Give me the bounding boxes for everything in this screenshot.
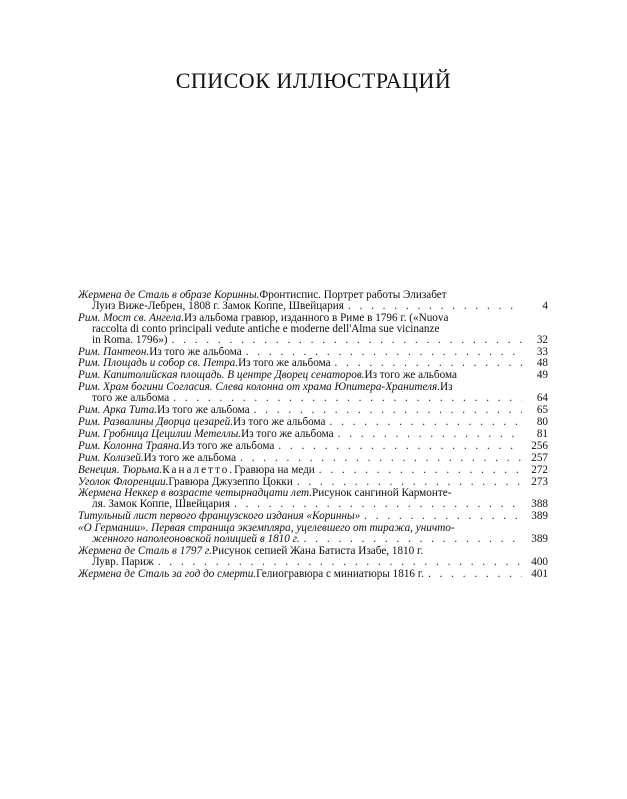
leader-dots <box>348 301 522 312</box>
entry-italic: Рим. Развалины Дворца цезарей. <box>78 416 234 428</box>
list-item <box>78 313 548 346</box>
entry-italic: Рим. Мост св. Ангела. <box>78 312 185 324</box>
list-item <box>78 511 548 522</box>
leader-dots <box>338 429 522 440</box>
entry-italic: Рим. Арка Тита. <box>78 405 158 416</box>
list-item <box>78 477 548 488</box>
list-item <box>78 370 548 381</box>
page-number: 272 <box>531 464 548 476</box>
entry-author: Каналетто. <box>162 464 235 476</box>
entry-text: Лувр. Париж <box>92 556 154 568</box>
leader-dots <box>234 499 522 510</box>
list-item <box>78 358 548 369</box>
entry-italic: Жермена де Сталь в 1797 г. <box>78 545 212 557</box>
entry-text: in Roma. 1796») <box>92 334 168 346</box>
page-number: 273 <box>531 476 548 488</box>
entry-text: Из альбома гравюр, изданного в Риме в 1796 г. («Nuova <box>184 312 449 324</box>
leader-dots <box>330 417 523 428</box>
page-number: 32 <box>536 334 548 346</box>
entry-text: raccolta di conto principali vedute antiche e moderne dell'Alma sue vicinanze <box>92 323 440 335</box>
list-item <box>78 417 548 428</box>
list-item <box>78 429 548 440</box>
entry-text: ля. Замок Коппе, Швейцария <box>92 499 230 511</box>
entry-italic: Рим. Капитолийская площадь. В центре Дворец сенаторов. <box>78 370 365 382</box>
leader-dots <box>240 453 522 464</box>
page-number: 65 <box>536 405 548 416</box>
entry-text: Фронтиспис. Портрет работы Элизабет <box>259 290 447 301</box>
page-number: 33 <box>536 346 548 358</box>
page-number: 256 <box>531 440 548 452</box>
entry-italic: Рим. Площадь и собор св. Петра. <box>78 358 239 370</box>
list-item <box>78 453 548 464</box>
page-number: 80 <box>536 416 548 428</box>
entry-text: Луиз Виже-Лебрен, 1808 г. Замок Коппе, Швейцария <box>92 300 344 312</box>
entry-text: Из того же альбома <box>149 346 242 358</box>
page-number: 48 <box>536 358 548 370</box>
entry-text: Гравюра Джузеппо Цокки <box>168 476 293 488</box>
list-item <box>78 405 548 416</box>
page-number: 4 <box>542 300 548 312</box>
leader-dots <box>335 358 522 369</box>
entry-text: Гравюра на меди <box>234 464 315 476</box>
entry-italic: Рим. Колонна Траяна. <box>78 440 182 452</box>
list-item <box>78 290 548 312</box>
leader-dots <box>158 557 522 568</box>
list-item <box>78 441 548 452</box>
leader-dots <box>246 347 522 358</box>
entry-italic: Жермена де Сталь в образе Коринны. <box>78 290 260 301</box>
entry-italic: Титульный лист первого французского издания «Коринны» <box>78 511 361 523</box>
list-item <box>78 465 548 476</box>
page-number: 389 <box>531 511 548 523</box>
leader-dots <box>304 534 522 545</box>
entry-italic: Рим. Гробница Цецилии Метеллы. <box>78 428 242 440</box>
page-title: СПИСОК ИЛЛЮСТРАЦИЙ <box>175 68 452 93</box>
page-number: 64 <box>536 393 548 405</box>
entry-text: того же альбома <box>92 393 170 405</box>
entry-text: Из того же альбома <box>241 428 334 440</box>
list-item <box>78 382 548 404</box>
list-item <box>78 546 548 568</box>
entry-text: Из того же альбома <box>238 358 331 370</box>
list-item <box>78 347 548 358</box>
entry-text: Из того же альбома <box>181 440 275 452</box>
entry-text: Из того же альбома <box>157 405 250 416</box>
page-number: 388 <box>531 499 548 511</box>
list-item <box>78 523 548 545</box>
page-number: 49 <box>536 370 548 382</box>
entry-text: Рисунок сангиной Кармонте- <box>312 488 452 500</box>
leader-dots <box>364 511 522 522</box>
entry-text: Из того же альбома <box>233 416 326 428</box>
leader-dots <box>428 569 522 580</box>
entry-text: Из того же альбома <box>143 452 237 464</box>
entry-italic: Рим. Пантеон. <box>78 346 150 358</box>
leader-dots <box>172 335 522 346</box>
entry-italic: Венеция. Тюрьма. <box>78 464 163 476</box>
page-number: 389 <box>531 534 548 545</box>
page-number: 257 <box>531 452 548 464</box>
list-item <box>78 488 548 510</box>
page-number: 81 <box>536 428 548 440</box>
leader-dots <box>278 441 522 452</box>
entry-text: Гелиогравюра с миниатюры 1816 г. <box>256 568 424 580</box>
entry-text: Из <box>440 382 453 394</box>
leader-dots <box>254 405 522 416</box>
leader-dots <box>173 393 522 404</box>
illustrations-list <box>78 290 548 581</box>
leader-dots <box>319 465 522 476</box>
entry-italic: женного наполеоновской полицией в 1810 г. <box>92 534 300 545</box>
page-number: 400 <box>531 556 548 568</box>
entry-text: Рисунок сепией Жана Батиста Изабе, 1810 г. <box>211 545 424 557</box>
leader-dots <box>297 477 522 488</box>
entry-italic: «О Германии». Первая страница экземпляра, уцелевшего от тиража, уничто- <box>78 523 455 535</box>
page-number: 401 <box>531 568 548 580</box>
list-item <box>78 569 548 580</box>
entry-italic: Уголок Флоренции. <box>78 476 169 488</box>
entry-text: Из того же альбома <box>364 370 457 382</box>
entry-italic: Жермена де Сталь за год до смерти. <box>78 568 257 580</box>
entry-italic: Рим. Храм богини Согласия. Слева колонна от храма Юпитера-Хранителя. <box>78 382 441 394</box>
entry-italic: Жермена Неккер в возрасте четырнадцати лет. <box>78 488 313 500</box>
entry-italic: Рим. Колизей. <box>78 452 144 464</box>
